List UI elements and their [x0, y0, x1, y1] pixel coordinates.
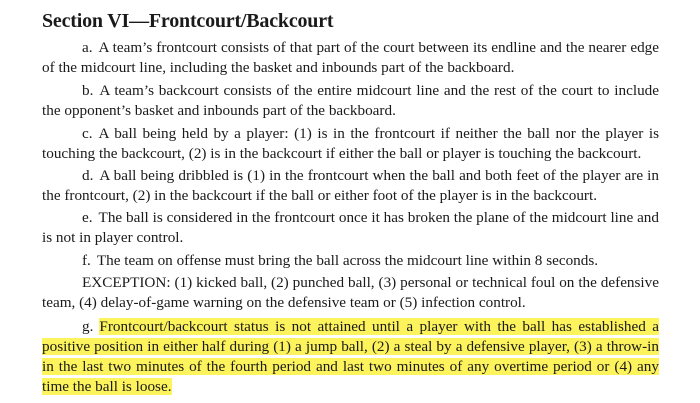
paragraph-text: The team on offense must bring the ball across the midcourt line within 8 seconds. — [96, 252, 599, 269]
paragraph-e — [42, 208, 659, 248]
paragraph-letter: d. — [82, 167, 94, 184]
highlighted-text: Frontcourt/backcourt status is not attained until a player with the ball has established a positive position in either half during (1) a jump ball, (2) a steal by a defensive player, (3) a throw-in in the last two minutes of the fourth period and last two minutes of any overtime period or (4) any time the ball is loose. — [42, 318, 659, 395]
paragraph-c — [42, 124, 659, 164]
paragraph-d — [42, 166, 659, 206]
paragraph-text: A ball being dribbled is (1) in the frontcourt when the ball and both feet of the player are in the frontcourt, (2) in the backcourt if the ball or either foot of the player is in the backcourt. — [42, 167, 659, 204]
paragraph-letter: a. — [82, 39, 93, 56]
paragraph-text: A team’s backcourt consists of the entire midcourt line and the rest of the court to include the opponent’s basket and inbounds part of the backboard. — [42, 82, 659, 119]
paragraph-exception — [42, 273, 659, 313]
paragraph-a — [42, 38, 659, 78]
section-title: Section VI—Frontcourt/Backcourt — [42, 10, 334, 32]
exception-text: EXCEPTION: (1) kicked ball, (2) punched ball, (3) personal or technical foul on the defensive team, (4) delay-of-game warning on the defensive team or (5) infection control. — [42, 274, 659, 311]
paragraph-f — [42, 251, 659, 271]
paragraph-letter: e. — [82, 209, 93, 226]
paragraph-letter: b. — [82, 82, 94, 99]
paragraph-text: A ball being held by a player: (1) is in the frontcourt if neither the ball nor the player is touching the backcourt, (2) is in the backcourt if either the ball or player is touching the backcourt. — [42, 125, 659, 162]
paragraph-letter: c. — [82, 125, 93, 142]
paragraph-text: A team’s frontcourt consists of that part of the court between its endline and the nearer edge of the midcourt line, including the basket and inbounds part of the backboard. — [42, 39, 659, 76]
paragraph-g — [42, 317, 659, 397]
paragraph-letter: g. — [82, 318, 94, 335]
paragraph-text: The ball is considered in the frontcourt once it has broken the plane of the midcourt line and is not in player control. — [42, 209, 659, 246]
paragraph-b — [42, 81, 659, 121]
paragraph-letter: f. — [82, 252, 91, 269]
